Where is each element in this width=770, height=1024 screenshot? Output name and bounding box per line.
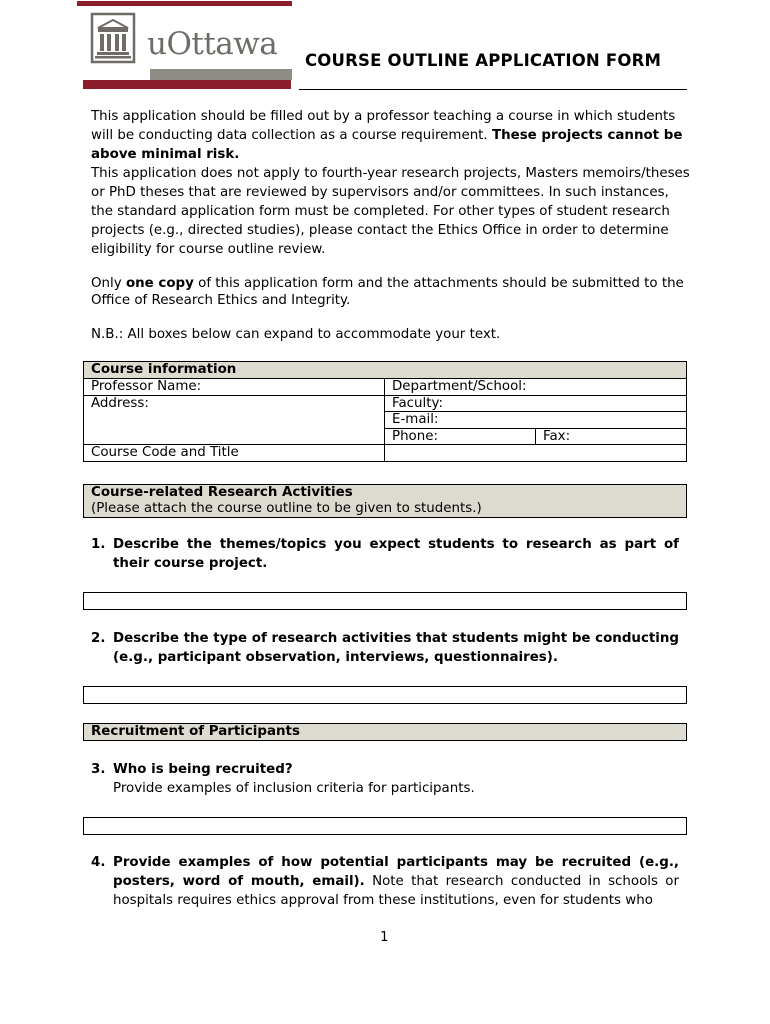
header-top-bar: [77, 1, 292, 6]
question-text: Describe the type of research activities that students might be conducting (e.g., participant observation, interviews, questionnaires).: [113, 631, 680, 665]
answer-box-3[interactable]: [83, 817, 687, 835]
question-1: [91, 535, 679, 573]
question-number: 2.: [91, 631, 106, 646]
title-divider: [299, 89, 687, 90]
course-code-field[interactable]: [385, 445, 687, 462]
intro-text-2: This application does not apply to fourth-year research projects, Masters memoirs/theses or PhD theses that are reviewed by supervisors and/or committees. In such instances, the standard application form must be completed. For other types of student research projects (e.g., directed studies), please contact the Ethics Office in order to determine eligibility for course outline review.: [91, 166, 690, 257]
university-building-icon: [90, 12, 136, 64]
question-subtext: Note that research conducted in schools or hospitals requires ethics approval from these institutions, even for students who: [113, 874, 679, 908]
intro-text-3a: Only: [91, 276, 126, 291]
intro-emphasis-copy: one copy: [125, 276, 194, 291]
intro-emphasis: These projects cannot be above minimal risk.: [91, 128, 683, 162]
activities-subheading: (Please attach the course outline to be given to students.): [91, 501, 482, 516]
intro-paragraph-1: [91, 107, 691, 259]
course-info-table: [83, 361, 687, 462]
fax-field[interactable]: Fax:: [536, 428, 687, 445]
intro-paragraph-3: [91, 275, 691, 309]
intro-note: N.B.: All boxes below can expand to accommodate your text.: [91, 327, 501, 342]
question-4: [91, 853, 679, 910]
question-2: [91, 629, 679, 667]
question-text: Describe the themes/topics you expect students to research as part of their course project.: [113, 537, 679, 571]
question-number: 4.: [91, 855, 106, 870]
question-3: [91, 760, 679, 798]
question-number: 3.: [91, 762, 106, 777]
question-subtext: Provide examples of inclusion criteria for participants.: [113, 781, 475, 796]
page-title: COURSE OUTLINE APPLICATION FORM: [305, 51, 662, 70]
header-red-bar: [83, 80, 291, 89]
page-number: 1: [380, 930, 389, 945]
university-logo-text: uOttawa: [147, 26, 278, 62]
question-text: Who is being recruited?: [113, 762, 293, 777]
professor-name-field[interactable]: Professor Name:: [84, 379, 385, 396]
intro-text: This application should be filled out by a professor teaching a course in which students will be conducting data collection as a course requirement.: [91, 109, 676, 143]
activities-section-header: [83, 484, 687, 518]
question-number: 1.: [91, 537, 106, 552]
course-info-heading: Course information: [84, 362, 687, 379]
header-gray-bar: [150, 69, 292, 80]
answer-box-2[interactable]: [83, 686, 687, 704]
recruitment-heading: Recruitment of Participants: [83, 723, 687, 741]
course-code-label: Course Code and Title: [84, 445, 385, 462]
department-field[interactable]: Department/School:: [385, 379, 687, 396]
activities-heading: Course-related Research Activities: [91, 485, 353, 500]
email-field[interactable]: E-mail:: [385, 412, 687, 429]
faculty-field[interactable]: Faculty:: [385, 395, 687, 412]
address-field[interactable]: Address:: [84, 395, 385, 445]
phone-field[interactable]: Phone:: [385, 428, 536, 445]
question-text: Provide examples of how potential participants may be recruited (e.g., posters, word of mouth, email).: [113, 855, 679, 889]
answer-box-1[interactable]: [83, 592, 687, 610]
intro-text-3c: of this application form and the attachments should be submitted to the Office of Research Ethics and Integrity.: [91, 276, 684, 308]
